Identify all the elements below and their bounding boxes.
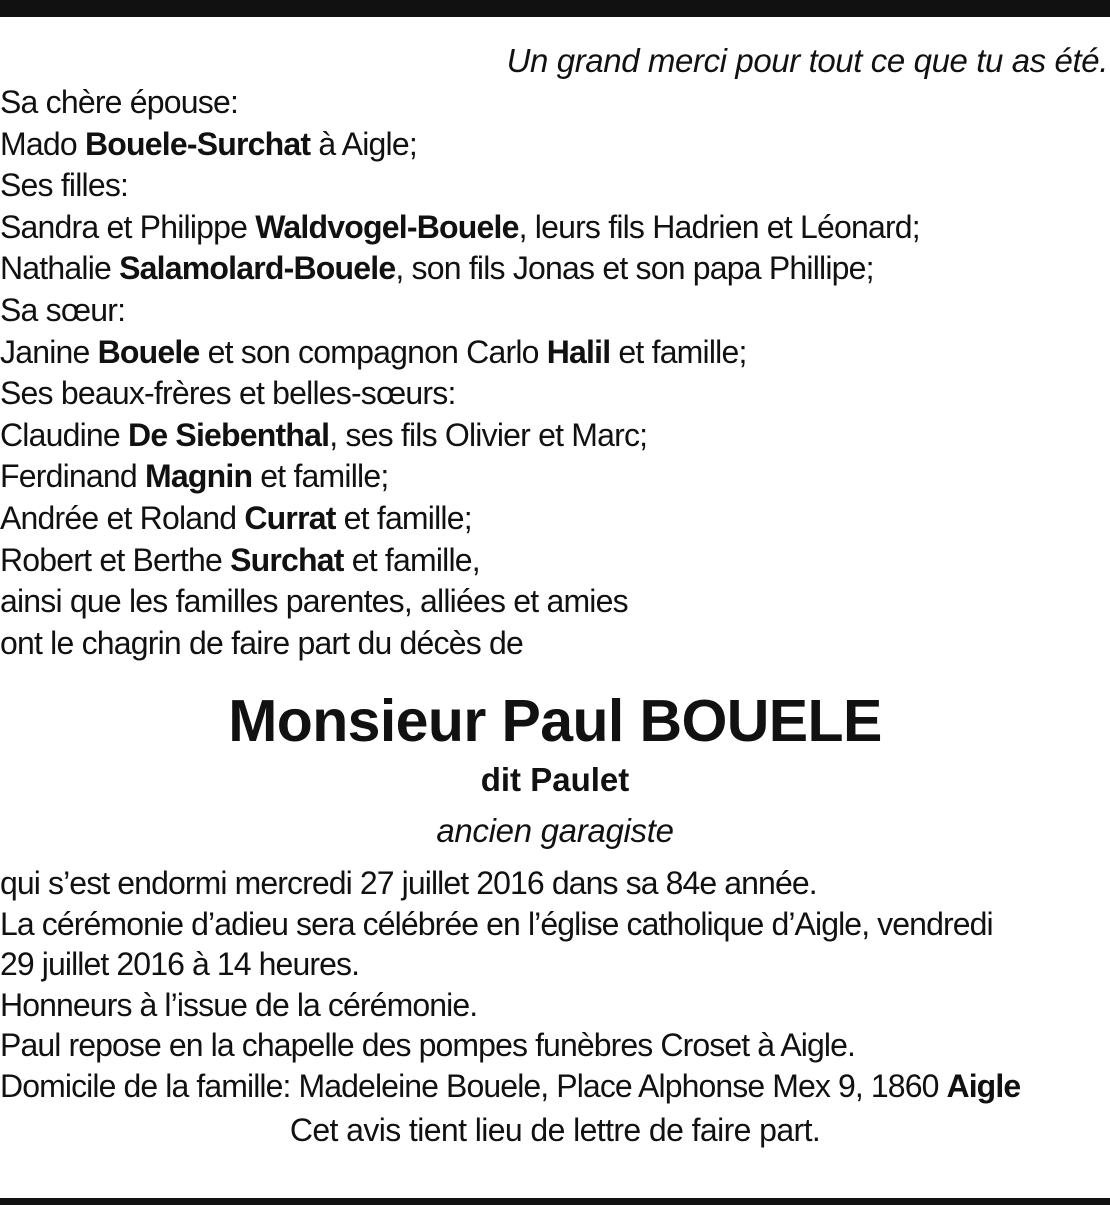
daughter-entry-2: Nathalie Salamolard-Bouele, son fils Jonas et son papa Phillipe; [0, 250, 874, 287]
bottom-border-rule [0, 1198, 1110, 1205]
death-line: qui s’est endormi mercredi 27 juillet 2016 dans sa 84e année. [0, 865, 817, 902]
ceremony-details [0, 863, 1110, 1106]
inlaw-entry-3: Andrée et Roland Currat et famille; [0, 499, 472, 536]
daughter-entry-1: Sandra et Philippe Waldvogel-Bouele, leurs fils Hadrien et Léonard; [0, 208, 920, 245]
daughter-surname-2: Salamolard-Bouele [119, 250, 396, 287]
inlaw-surname-1: De Siebenthal [128, 416, 330, 453]
sister-surname: Bouele [97, 333, 200, 370]
inlaw-entry-2: Ferdinand Magnin et famille; [0, 458, 389, 495]
motto-line: Un grand merci pour tout ce que tu as été. [506, 42, 1108, 79]
ceremony-line-1: La cérémonie d’adieu sera célébrée en l’église catholique d’Aigle, vendredi [0, 905, 993, 942]
deceased-occupation: ancien garagiste [436, 812, 674, 850]
deceased-nickname: dit Paulet [480, 761, 630, 799]
family-list [0, 82, 1110, 664]
inlaw-surname-3: Currat [244, 499, 336, 536]
ceremony-line-2: 29 juillet 2016 à 14 heures. [0, 946, 360, 983]
domicile-town: Aigle [946, 1067, 1021, 1104]
wife-heading: Sa chère épouse: [0, 84, 239, 120]
daughters-heading: Ses filles: [0, 167, 129, 204]
inlaw-surname-4: Surchat [230, 541, 344, 578]
deceased-name: Monsieur Paul BOUELE [228, 688, 882, 755]
sister-entry: Janine Bouele et son compagnon Carlo Halil et famille; [0, 333, 747, 370]
inlaw-surname-2: Magnin [145, 458, 253, 495]
wife-surname: Bouele-Surchat [84, 125, 311, 162]
resting-place-line: Paul repose en la chapelle des pompes funèbres Croset à Aigle. [0, 1027, 855, 1064]
announcement-line: ont le chagrin de faire part du décès de [0, 624, 524, 661]
inlaw-entry-1: Claudine De Siebenthal, ses fils Olivier et Marc; [0, 416, 648, 453]
companion-surname: Halil [546, 333, 611, 370]
domicile-line: Domicile de la famille: Madeleine Bouele, Place Alphonse Mex 9, 1860 Aigle [0, 1067, 1021, 1104]
honours-line: Honneurs à l’issue de la cérémonie. [0, 986, 478, 1023]
closing-line: Cet avis tient lieu de lettre de faire part. [289, 1112, 821, 1149]
inlaw-entry-4: Robert et Berthe Surchat et famille, [0, 541, 480, 578]
top-border-rule [0, 0, 1110, 17]
sister-heading: Sa sœur: [0, 291, 126, 328]
wife-entry: Mado Bouele-Surchat à Aigle; [0, 125, 417, 162]
obituary-notice [0, 40, 1110, 1152]
daughter-surname-1: Waldvogel-Bouele [255, 208, 519, 245]
inlaws-heading: Ses beaux-frères et belles-sœurs: [0, 375, 456, 412]
relatives-line: ainsi que les familles parentes, alliées et amies [0, 583, 628, 620]
